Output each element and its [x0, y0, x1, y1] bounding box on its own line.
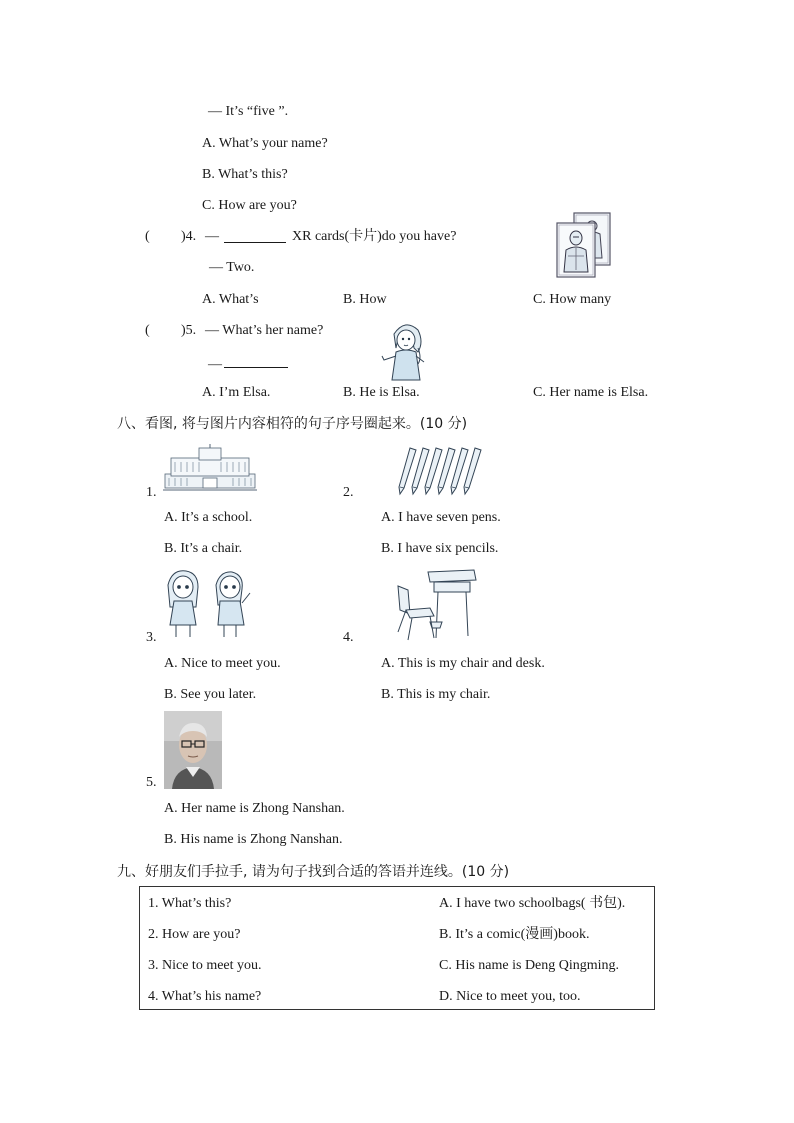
chair-desk-image [394, 566, 478, 642]
section-9-heading: 九、好朋友们手拉手, 请为句子找到合适的答语并连线。(10 分) [117, 864, 510, 880]
s8-item-1-option-a[interactable]: A. It’s a school. [164, 510, 253, 525]
q4-blank[interactable] [224, 228, 286, 249]
section-8-heading: 八、看图, 将与图片内容相符的句子序号圈起来。(10 分) [117, 416, 468, 432]
q5-option-b[interactable]: B. He is Elsa. [343, 385, 420, 400]
xr-cards-image [554, 210, 616, 280]
q4-dash: — [205, 229, 219, 244]
s8-item-2-number: 2. [343, 485, 354, 500]
q5-question: — What’s her name? [205, 323, 324, 338]
q3-option-b[interactable]: B. What’s this? [202, 167, 288, 182]
match-left-2[interactable]: 2. How are you? [148, 927, 241, 942]
match-right-c[interactable]: C. His name is Deng Qingming. [439, 958, 620, 973]
q3-option-a[interactable]: A. What’s your name? [202, 136, 328, 151]
portrait-photo [164, 711, 222, 789]
s8-item-1-option-b[interactable]: B. It’s a chair. [164, 541, 243, 556]
s8-item-5-option-b[interactable]: B. His name is Zhong Nanshan. [164, 832, 343, 847]
two-girls-image [162, 567, 252, 641]
q3-answer: — It’s “five ”. [208, 104, 289, 119]
matching-box [139, 886, 655, 1010]
s8-item-4-option-a[interactable]: A. This is my chair and desk. [381, 656, 545, 671]
q5-number: )5. [181, 323, 197, 338]
q5-answer-line[interactable]: — [208, 353, 288, 374]
q4-paren-open: ( [145, 229, 150, 244]
s8-item-3-option-a[interactable]: A. Nice to meet you. [164, 656, 281, 671]
s8-item-2-option-b[interactable]: B. I have six pencils. [381, 541, 499, 556]
s8-item-3-number: 3. [146, 630, 157, 645]
q5-option-c[interactable]: C. Her name is Elsa. [533, 385, 649, 400]
s8-item-5-option-a[interactable]: A. Her name is Zhong Nanshan. [164, 801, 345, 816]
q4-option-a[interactable]: A. What’s [202, 292, 259, 307]
match-right-d[interactable]: D. Nice to meet you, too. [439, 989, 581, 1004]
elsa-image [378, 318, 432, 382]
match-left-1[interactable]: 1. What’s this? [148, 896, 232, 911]
q5-option-a[interactable]: A. I’m Elsa. [202, 385, 271, 400]
q4-answer: — Two. [209, 260, 255, 275]
q5-paren-open: ( [145, 323, 150, 338]
s8-item-1-number: 1. [146, 485, 157, 500]
match-left-4[interactable]: 4. What’s his name? [148, 989, 262, 1004]
s8-item-4-number: 4. [343, 630, 354, 645]
school-image [163, 444, 257, 492]
s8-item-3-option-b[interactable]: B. See you later. [164, 687, 257, 702]
match-right-b[interactable]: B. It’s a comic(漫画)book. [439, 927, 590, 942]
s8-item-4-option-b[interactable]: B. This is my chair. [381, 687, 491, 702]
q4-question-text: XR cards(卡片)do you have? [292, 229, 457, 244]
match-left-3[interactable]: 3. Nice to meet you. [148, 958, 262, 973]
match-right-a[interactable]: A. I have two schoolbags( 书包). [439, 896, 626, 911]
q4-option-b[interactable]: B. How [343, 292, 387, 307]
s8-item-5-number: 5. [146, 775, 157, 790]
q4-option-c[interactable]: C. How many [533, 292, 612, 307]
q3-option-c[interactable]: C. How are you? [202, 198, 297, 213]
q4-number: )4. [181, 229, 197, 244]
pencils-image [396, 444, 494, 496]
s8-item-2-option-a[interactable]: A. I have seven pens. [381, 510, 501, 525]
